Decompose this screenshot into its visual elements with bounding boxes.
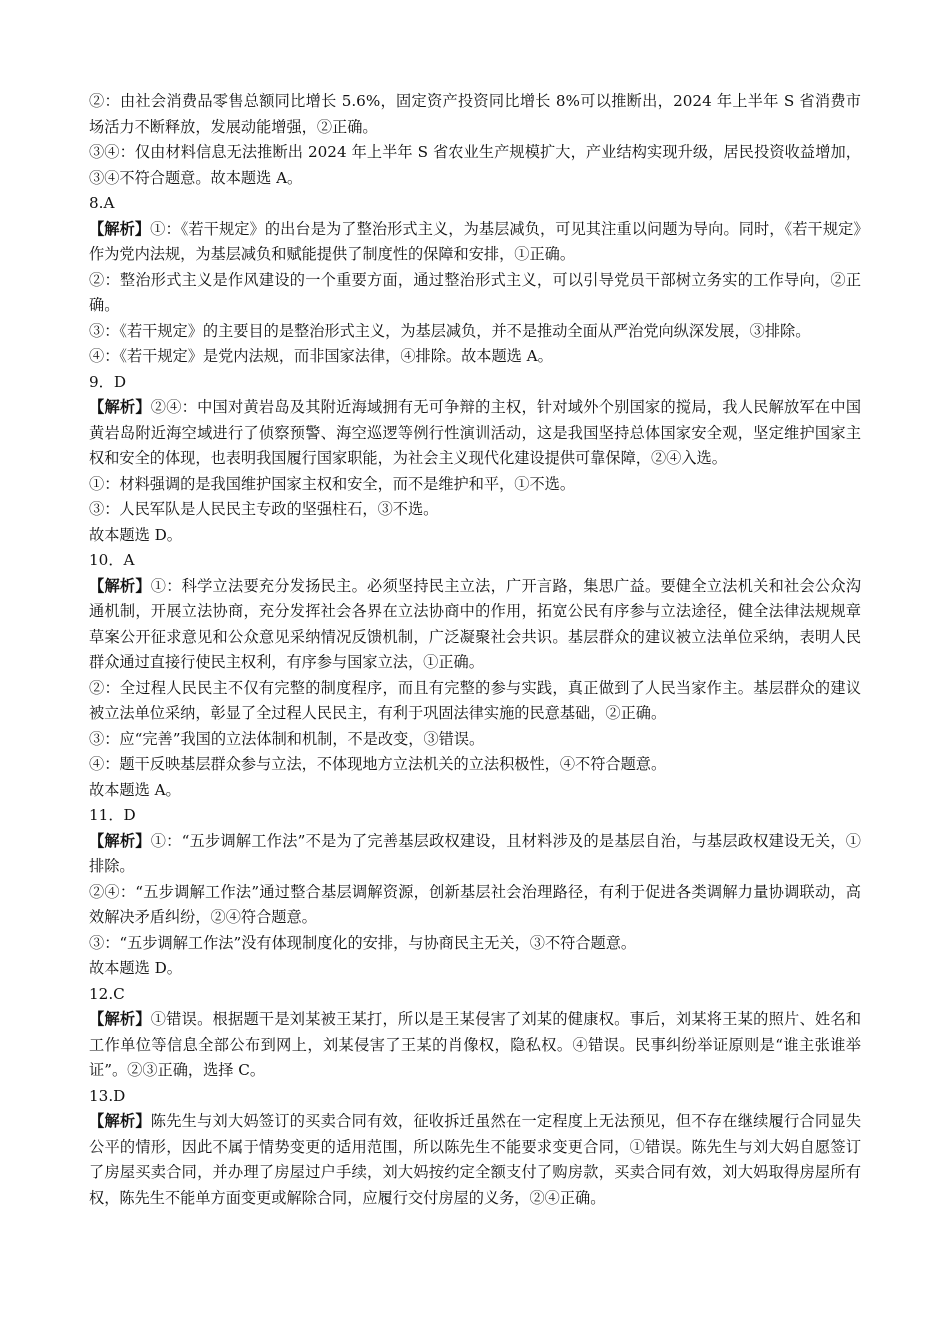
paragraph: ③：应“完善”我国的立法体制和机制，不是改变，③错误。 [89, 729, 485, 748]
explanation-paragraph [89, 1007, 861, 1084]
explanation-text: 陈先生与刘大妈签订的买卖合同有效，征收拆迁虽然在一定程度上无法预见，但不存在继续履行合同显失公平的情形，因此不属于情势变更的适用范围，所以陈先生不能要求变更合同，①错误。陈先生与刘大妈自愿签订了房屋买卖合同，并办理了房屋过户手续，刘大妈按约定全额支付了购房款，买卖合同有效，刘大妈取得房屋所有权，陈先生不能单方面变更或解除合同，应履行交付房屋的义务，②④正确。 [89, 1112, 862, 1207]
explanation-text: ①：《若干规定》的出台是为了整治形式主义，为基层减负，可见其注重以问题为导向。同时，《若干规定》作为党内法规，为基层减负和赋能提供了制度性的保障和安排，①正确。 [89, 219, 862, 263]
explanation-tag: 【解析】 [89, 398, 151, 416]
explanation-text: ①错误。根据题干是刘某被王某打，所以是王某侵害了刘某的健康权。事后，刘某将王某的照片、姓名和工作单位等信息全部公布到网上，刘某侵害了王某的肖像权，隐私权。④错误。民事纠纷举证原则是“谁主张谁举证”。②③正确，选择 C。 [89, 1010, 862, 1079]
explanation-paragraph [89, 1109, 861, 1211]
explanation-text: ②④：中国对黄岩岛及其附近海域拥有无可争辩的主权，针对域外个别国家的搅局，我人民解放军在中国黄岩岛附近海空域进行了侦察预警、海空巡逻等例行性演训活动，这是我国坚持总体国家安全观，坚定维护国家主权和安全的体现，也表明我国履行国家职能，为社会主义现代化建设提供可靠保障，②④入选。 [89, 398, 862, 467]
explanation-text: ①：“五步调解工作法”不是为了完善基层政权建设，且材料涉及的是基层自治，与基层政权建设无关，①排除。 [89, 831, 861, 875]
explanation-tag: 【解析】 [89, 1010, 151, 1028]
paragraph: ③④：仅由材料信息无法推断出 2024 年上半年 S 省农业生产规模扩大，产业结构实现升级，居民投资收益增加，③④不符合题意。故本题选 A。 [89, 143, 861, 187]
paragraph: ③：“五步调解工作法”没有体现制度化的安排，与协商民主无关，③不符合题意。 [89, 933, 637, 952]
paragraph: ①：材料强调的是我国维护国家主权和安全，而不是维护和平，①不选。 [89, 474, 575, 493]
paragraph: 故本题选 A。 [89, 780, 181, 799]
paragraph: ③：《若干规定》的主要目的是整治形式主义，为基层减负，并不是推动全面从严治党向纵深发展，③排除。 [89, 321, 811, 340]
paragraph: ②：全过程人民民主不仅有完整的制度程序，而且有完整的参与实践，真正做到了人民当家作主。基层群众的建议被立法单位采纳，彰显了全过程人民民主，有利于巩固法律实施的民意基础，②正确。 [89, 678, 861, 722]
paragraph: ②④：“五步调解工作法”通过整合基层调解资源，创新基层社会治理路径，有利于促进各类调解力量协调联动，高效解决矛盾纠纷，②④符合题意。 [89, 882, 861, 926]
paragraph: ④：题干反映基层群众参与立法，不体现地方立法机关的立法积极性，④不符合题意。 [89, 755, 667, 773]
paragraph: ③：人民军队是人民民主专政的坚强柱石，③不选。 [89, 500, 439, 518]
document-page [89, 89, 861, 1211]
explanation-tag: 【解析】 [89, 1112, 151, 1130]
explanation-tag: 【解析】 [89, 576, 151, 595]
paragraph: ④：《若干规定》是党内法规，而非国家法律，④排除。故本题选 A。 [89, 347, 553, 365]
answer-heading: 9．D [89, 372, 127, 391]
answer-heading: 13.D [89, 1086, 126, 1105]
explanation-tag: 【解析】 [89, 219, 151, 238]
explanation-paragraph [89, 395, 861, 472]
explanation-text: ①：科学立法要充分发扬民主。必须坚持民主立法，广开言路，集思广益。要健全立法机关和社会公众沟通机制，开展立法协商，充分发挥社会各界在立法协商中的作用，拓宽公民有序参与立法途径，健全法律法规规章草案公开征求意见和公众意见采纳情况反馈机制，广泛凝聚社会共识。基层群众的建议被立法单位采纳，表明人民群众通过直接行使民主权利，有序参与国家立法，①正确。 [89, 576, 862, 671]
answer-heading: 10．A [89, 551, 135, 569]
explanation-paragraph [89, 829, 861, 880]
explanation-paragraph [89, 217, 861, 268]
explanation-tag: 【解析】 [89, 831, 151, 850]
paragraph: ②：由社会消费品零售总额同比增长 5.6%，固定资产投资同比增长 8%可以推断出，2024 年上半年 S 省消费市场活力不断释放，发展动能增强，②正确。 [89, 92, 861, 136]
answer-heading: 12.C [89, 984, 125, 1003]
answer-heading: 11．D [89, 806, 136, 824]
paragraph: 故本题选 D。 [89, 525, 182, 544]
answer-heading: 8.A [89, 194, 115, 212]
explanation-paragraph [89, 574, 861, 676]
paragraph: ②：整治形式主义是作风建设的一个重要方面，通过整治形式主义，可以引导党员干部树立务实的工作导向，②正确。 [89, 270, 861, 314]
paragraph: 故本题选 D。 [89, 959, 182, 977]
